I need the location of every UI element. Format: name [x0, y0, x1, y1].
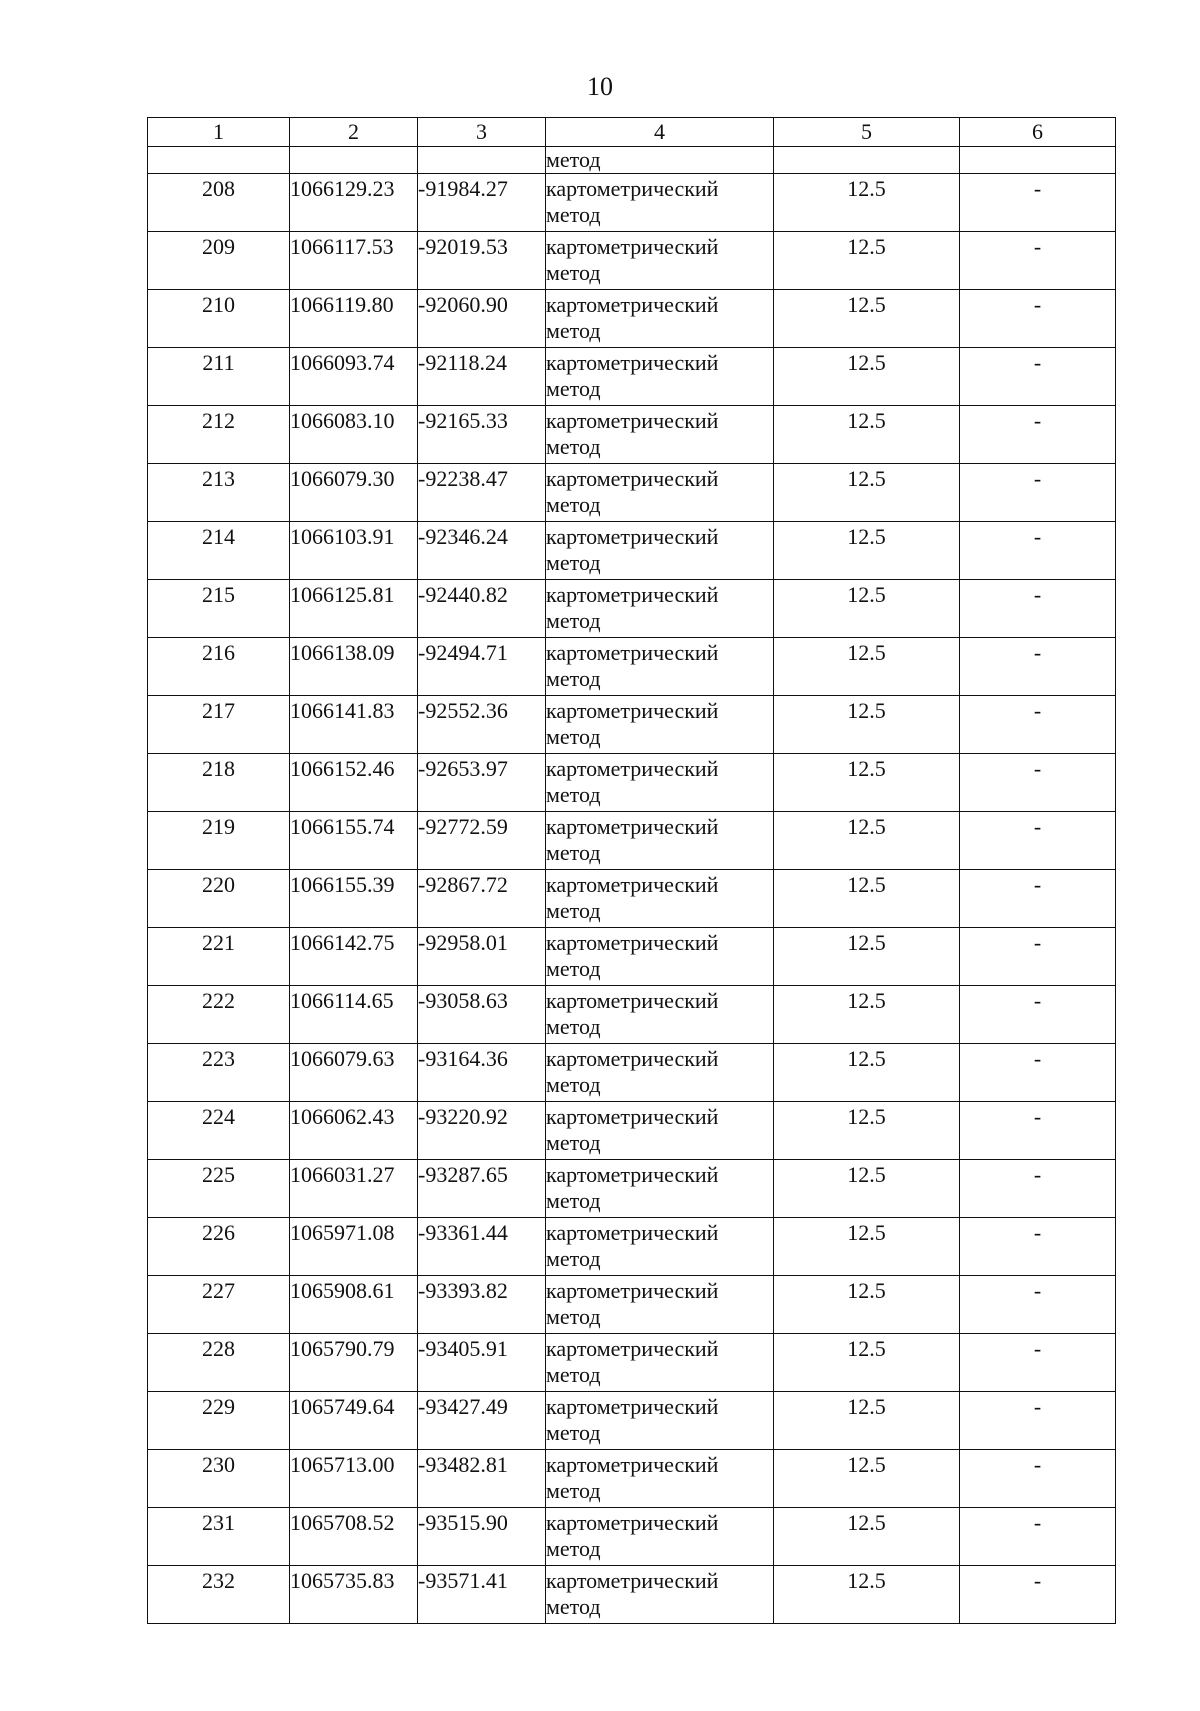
table-row — [148, 754, 1116, 812]
accuracy-cell: 12.5 — [774, 1102, 960, 1160]
note-cell: - — [960, 638, 1116, 696]
table-cell — [960, 147, 1116, 174]
point-number-cell: 217 — [148, 696, 290, 754]
method-line-2: метод — [546, 1304, 601, 1329]
x-coordinate-cell: 1065790.79 — [290, 1334, 418, 1392]
x-coordinate-cell: 1065749.64 — [290, 1392, 418, 1450]
accuracy-cell: 12.5 — [774, 174, 960, 232]
method-cell — [546, 696, 774, 754]
point-number-cell: 220 — [148, 870, 290, 928]
point-number-cell: 226 — [148, 1218, 290, 1276]
y-coordinate-cell: -92118.24 — [418, 348, 546, 406]
method-line-1: картометрический — [546, 1104, 719, 1129]
method-line-1: картометрический — [546, 1046, 719, 1071]
x-coordinate-cell: 1066155.74 — [290, 812, 418, 870]
y-coordinate-cell: -93427.49 — [418, 1392, 546, 1450]
method-line-2: метод — [546, 1188, 601, 1213]
table-row — [148, 638, 1116, 696]
method-cell — [546, 1508, 774, 1566]
point-number-cell: 208 — [148, 174, 290, 232]
method-line-2: метод — [546, 376, 601, 401]
accuracy-cell: 12.5 — [774, 1160, 960, 1218]
y-coordinate-cell: -91984.27 — [418, 174, 546, 232]
accuracy-cell: 12.5 — [774, 290, 960, 348]
accuracy-cell: 12.5 — [774, 812, 960, 870]
method-line-1: картометрический — [546, 408, 719, 433]
point-number-cell: 223 — [148, 1044, 290, 1102]
method-line-1: картометрический — [546, 1568, 719, 1593]
table-cell — [774, 147, 960, 174]
accuracy-cell: 12.5 — [774, 1450, 960, 1508]
method-line-2: метод — [546, 1014, 601, 1039]
table-row — [148, 1450, 1116, 1508]
method-cell — [546, 638, 774, 696]
accuracy-cell: 12.5 — [774, 986, 960, 1044]
method-line-2: метод — [546, 1130, 601, 1155]
note-cell: - — [960, 1334, 1116, 1392]
method-cell — [546, 1334, 774, 1392]
accuracy-cell: 12.5 — [774, 1566, 960, 1624]
accuracy-cell: 12.5 — [774, 1276, 960, 1334]
note-cell: - — [960, 1102, 1116, 1160]
accuracy-cell: 12.5 — [774, 754, 960, 812]
y-coordinate-cell: -92552.36 — [418, 696, 546, 754]
point-number-cell: 229 — [148, 1392, 290, 1450]
y-coordinate-cell: -93220.92 — [418, 1102, 546, 1160]
note-cell: - — [960, 232, 1116, 290]
y-coordinate-cell: -92772.59 — [418, 812, 546, 870]
x-coordinate-cell: 1065971.08 — [290, 1218, 418, 1276]
accuracy-cell: 12.5 — [774, 638, 960, 696]
point-number-cell: 221 — [148, 928, 290, 986]
x-coordinate-cell: 1066079.63 — [290, 1044, 418, 1102]
table-row — [148, 1276, 1116, 1334]
x-coordinate-cell: 1066129.23 — [290, 174, 418, 232]
y-coordinate-cell: -93287.65 — [418, 1160, 546, 1218]
column-header: 6 — [960, 118, 1116, 147]
method-cell — [546, 870, 774, 928]
method-cell — [546, 754, 774, 812]
x-coordinate-cell: 1066117.53 — [290, 232, 418, 290]
y-coordinate-cell: -93164.36 — [418, 1044, 546, 1102]
method-line-2: метод — [546, 434, 601, 459]
y-coordinate-cell: -93058.63 — [418, 986, 546, 1044]
method-line-2: метод — [546, 1478, 601, 1503]
coordinates-table — [147, 117, 1116, 1624]
table-row — [148, 1160, 1116, 1218]
table-row — [148, 1508, 1116, 1566]
method-line-2: метод — [546, 840, 601, 865]
note-cell: - — [960, 696, 1116, 754]
column-header: 5 — [774, 118, 960, 147]
accuracy-cell: 12.5 — [774, 1044, 960, 1102]
continuation-row — [148, 147, 1116, 174]
table-row — [148, 174, 1116, 232]
method-line-1: картометрический — [546, 1278, 719, 1303]
method-line-2: метод — [546, 1420, 601, 1445]
method-cell — [546, 1450, 774, 1508]
method-line-1: картометрический — [546, 930, 719, 955]
method-line-2: метод — [546, 318, 601, 343]
note-cell: - — [960, 406, 1116, 464]
accuracy-cell: 12.5 — [774, 464, 960, 522]
accuracy-cell: 12.5 — [774, 1334, 960, 1392]
y-coordinate-cell: -92346.24 — [418, 522, 546, 580]
method-line-1: картометрический — [546, 872, 719, 897]
page-number: 10 — [587, 72, 613, 101]
x-coordinate-cell: 1066079.30 — [290, 464, 418, 522]
table-row — [148, 464, 1116, 522]
method-line-1: картометрический — [546, 988, 719, 1013]
accuracy-cell: 12.5 — [774, 232, 960, 290]
y-coordinate-cell: -92494.71 — [418, 638, 546, 696]
method-line-2: метод — [546, 782, 601, 807]
point-number-cell: 216 — [148, 638, 290, 696]
y-coordinate-cell: -92958.01 — [418, 928, 546, 986]
table-cell — [290, 147, 418, 174]
method-line-2: метод — [546, 1246, 601, 1271]
table-row — [148, 232, 1116, 290]
method-line-1: картометрический — [546, 1394, 719, 1419]
method-line-2: метод — [546, 1362, 601, 1387]
accuracy-cell: 12.5 — [774, 522, 960, 580]
note-cell: - — [960, 870, 1116, 928]
x-coordinate-cell: 1066103.91 — [290, 522, 418, 580]
note-cell: - — [960, 290, 1116, 348]
accuracy-cell: 12.5 — [774, 580, 960, 638]
x-coordinate-cell: 1065713.00 — [290, 1450, 418, 1508]
y-coordinate-cell: -93393.82 — [418, 1276, 546, 1334]
table-header-row — [148, 118, 1116, 147]
point-number-cell: 230 — [148, 1450, 290, 1508]
method-cell — [546, 174, 774, 232]
method-line-1: картометрический — [546, 1452, 719, 1477]
point-number-cell: 224 — [148, 1102, 290, 1160]
method-cell — [546, 232, 774, 290]
table-row — [148, 580, 1116, 638]
table-row — [148, 406, 1116, 464]
note-cell: - — [960, 812, 1116, 870]
method-line-1: картометрический — [546, 640, 719, 665]
y-coordinate-cell: -92867.72 — [418, 870, 546, 928]
table-row — [148, 928, 1116, 986]
x-coordinate-cell: 1066152.46 — [290, 754, 418, 812]
method-line-1: картометрический — [546, 466, 719, 491]
x-coordinate-cell: 1066125.81 — [290, 580, 418, 638]
column-header: 2 — [290, 118, 418, 147]
note-cell: - — [960, 1160, 1116, 1218]
accuracy-cell: 12.5 — [774, 696, 960, 754]
table-row — [148, 522, 1116, 580]
column-header: 1 — [148, 118, 290, 147]
column-header: 3 — [418, 118, 546, 147]
table-row — [148, 696, 1116, 754]
note-cell: - — [960, 464, 1116, 522]
note-cell: - — [960, 1218, 1116, 1276]
table-row — [148, 1218, 1116, 1276]
x-coordinate-cell: 1066141.83 — [290, 696, 418, 754]
accuracy-cell: 12.5 — [774, 1392, 960, 1450]
method-cell — [546, 1160, 774, 1218]
method-cell — [546, 290, 774, 348]
method-line-1: картометрический — [546, 234, 719, 259]
point-number-cell: 209 — [148, 232, 290, 290]
x-coordinate-cell: 1066138.09 — [290, 638, 418, 696]
method-line-1: картометрический — [546, 176, 719, 201]
method-cell — [546, 986, 774, 1044]
y-coordinate-cell: -93515.90 — [418, 1508, 546, 1566]
accuracy-cell: 12.5 — [774, 1218, 960, 1276]
table-row — [148, 1102, 1116, 1160]
method-cell — [546, 464, 774, 522]
method-cell — [546, 522, 774, 580]
point-number-cell: 225 — [148, 1160, 290, 1218]
point-number-cell: 228 — [148, 1334, 290, 1392]
method-line-2: метод — [546, 202, 601, 227]
y-coordinate-cell: -93361.44 — [418, 1218, 546, 1276]
table-row — [148, 290, 1116, 348]
point-number-cell: 222 — [148, 986, 290, 1044]
accuracy-cell: 12.5 — [774, 870, 960, 928]
y-coordinate-cell: -92238.47 — [418, 464, 546, 522]
x-coordinate-cell: 1066155.39 — [290, 870, 418, 928]
method-cell — [546, 1044, 774, 1102]
x-coordinate-cell: 1066062.43 — [290, 1102, 418, 1160]
note-cell: - — [960, 522, 1116, 580]
y-coordinate-cell: -93571.41 — [418, 1566, 546, 1624]
x-coordinate-cell: 1066083.10 — [290, 406, 418, 464]
method-line-1: картометрический — [546, 814, 719, 839]
note-cell: - — [960, 1450, 1116, 1508]
method-line-1: картометрический — [546, 1336, 719, 1361]
table-row — [148, 1392, 1116, 1450]
x-coordinate-cell: 1066142.75 — [290, 928, 418, 986]
accuracy-cell: 12.5 — [774, 348, 960, 406]
method-line-2: метод — [546, 550, 601, 575]
point-number-cell: 219 — [148, 812, 290, 870]
point-number-cell: 215 — [148, 580, 290, 638]
method-line-1: картометрический — [546, 698, 719, 723]
y-coordinate-cell: -92653.97 — [418, 754, 546, 812]
table-row — [148, 986, 1116, 1044]
y-coordinate-cell: -93482.81 — [418, 1450, 546, 1508]
method-line-1: картометрический — [546, 292, 719, 317]
point-number-cell: 232 — [148, 1566, 290, 1624]
y-coordinate-cell: -92019.53 — [418, 232, 546, 290]
note-cell: - — [960, 1276, 1116, 1334]
method-line-2: метод — [546, 1536, 601, 1561]
accuracy-cell: 12.5 — [774, 928, 960, 986]
table-row — [148, 1566, 1116, 1624]
method-line-2: метод — [546, 724, 601, 749]
table-row — [148, 812, 1116, 870]
method-line-1: картометрический — [546, 350, 719, 375]
method-line-1: картометрический — [546, 1220, 719, 1245]
note-cell: - — [960, 174, 1116, 232]
method-line-1: картометрический — [546, 1510, 719, 1535]
table-row — [148, 870, 1116, 928]
table-row — [148, 1334, 1116, 1392]
method-cell — [546, 1392, 774, 1450]
note-cell: - — [960, 580, 1116, 638]
y-coordinate-cell: -93405.91 — [418, 1334, 546, 1392]
point-number-cell: 218 — [148, 754, 290, 812]
method-cell — [546, 1102, 774, 1160]
note-cell: - — [960, 1566, 1116, 1624]
note-cell: - — [960, 1392, 1116, 1450]
x-coordinate-cell: 1065735.83 — [290, 1566, 418, 1624]
point-number-cell: 210 — [148, 290, 290, 348]
note-cell: - — [960, 754, 1116, 812]
table-cell — [148, 147, 290, 174]
point-number-cell: 211 — [148, 348, 290, 406]
x-coordinate-cell: 1066114.65 — [290, 986, 418, 1044]
method-line-1: картометрический — [546, 582, 719, 607]
note-cell: - — [960, 1044, 1116, 1102]
note-cell: - — [960, 928, 1116, 986]
table-row — [148, 1044, 1116, 1102]
point-number-cell: 212 — [148, 406, 290, 464]
point-number-cell: 231 — [148, 1508, 290, 1566]
method-line-1: картометрический — [546, 524, 719, 549]
note-cell: - — [960, 986, 1116, 1044]
accuracy-cell: 12.5 — [774, 406, 960, 464]
method-cell — [546, 1276, 774, 1334]
method-cell — [546, 406, 774, 464]
method-line-2: метод — [546, 956, 601, 981]
accuracy-cell: 12.5 — [774, 1508, 960, 1566]
table-cell-method: метод — [546, 147, 774, 174]
x-coordinate-cell: 1065908.61 — [290, 1276, 418, 1334]
method-line-2: метод — [546, 898, 601, 923]
x-coordinate-cell: 1066031.27 — [290, 1160, 418, 1218]
method-cell — [546, 580, 774, 638]
method-line-2: метод — [546, 492, 601, 517]
column-header: 4 — [546, 118, 774, 147]
y-coordinate-cell: -92440.82 — [418, 580, 546, 638]
x-coordinate-cell: 1065708.52 — [290, 1508, 418, 1566]
method-cell — [546, 1218, 774, 1276]
point-number-cell: 214 — [148, 522, 290, 580]
method-line-2: метод — [546, 1072, 601, 1097]
point-number-cell: 213 — [148, 464, 290, 522]
method-line-2: метод — [546, 608, 601, 633]
table-row — [148, 348, 1116, 406]
method-line-2: метод — [546, 1594, 601, 1619]
method-cell — [546, 928, 774, 986]
point-number-cell: 227 — [148, 1276, 290, 1334]
method-cell — [546, 1566, 774, 1624]
y-coordinate-cell: -92060.90 — [418, 290, 546, 348]
y-coordinate-cell: -92165.33 — [418, 406, 546, 464]
method-line-1: картометрический — [546, 756, 719, 781]
note-cell: - — [960, 1508, 1116, 1566]
x-coordinate-cell: 1066119.80 — [290, 290, 418, 348]
method-line-2: метод — [546, 260, 601, 285]
method-cell — [546, 348, 774, 406]
method-line-1: картометрический — [546, 1162, 719, 1187]
table-cell — [418, 147, 546, 174]
x-coordinate-cell: 1066093.74 — [290, 348, 418, 406]
note-cell: - — [960, 348, 1116, 406]
method-cell — [546, 812, 774, 870]
method-line-2: метод — [546, 666, 601, 691]
